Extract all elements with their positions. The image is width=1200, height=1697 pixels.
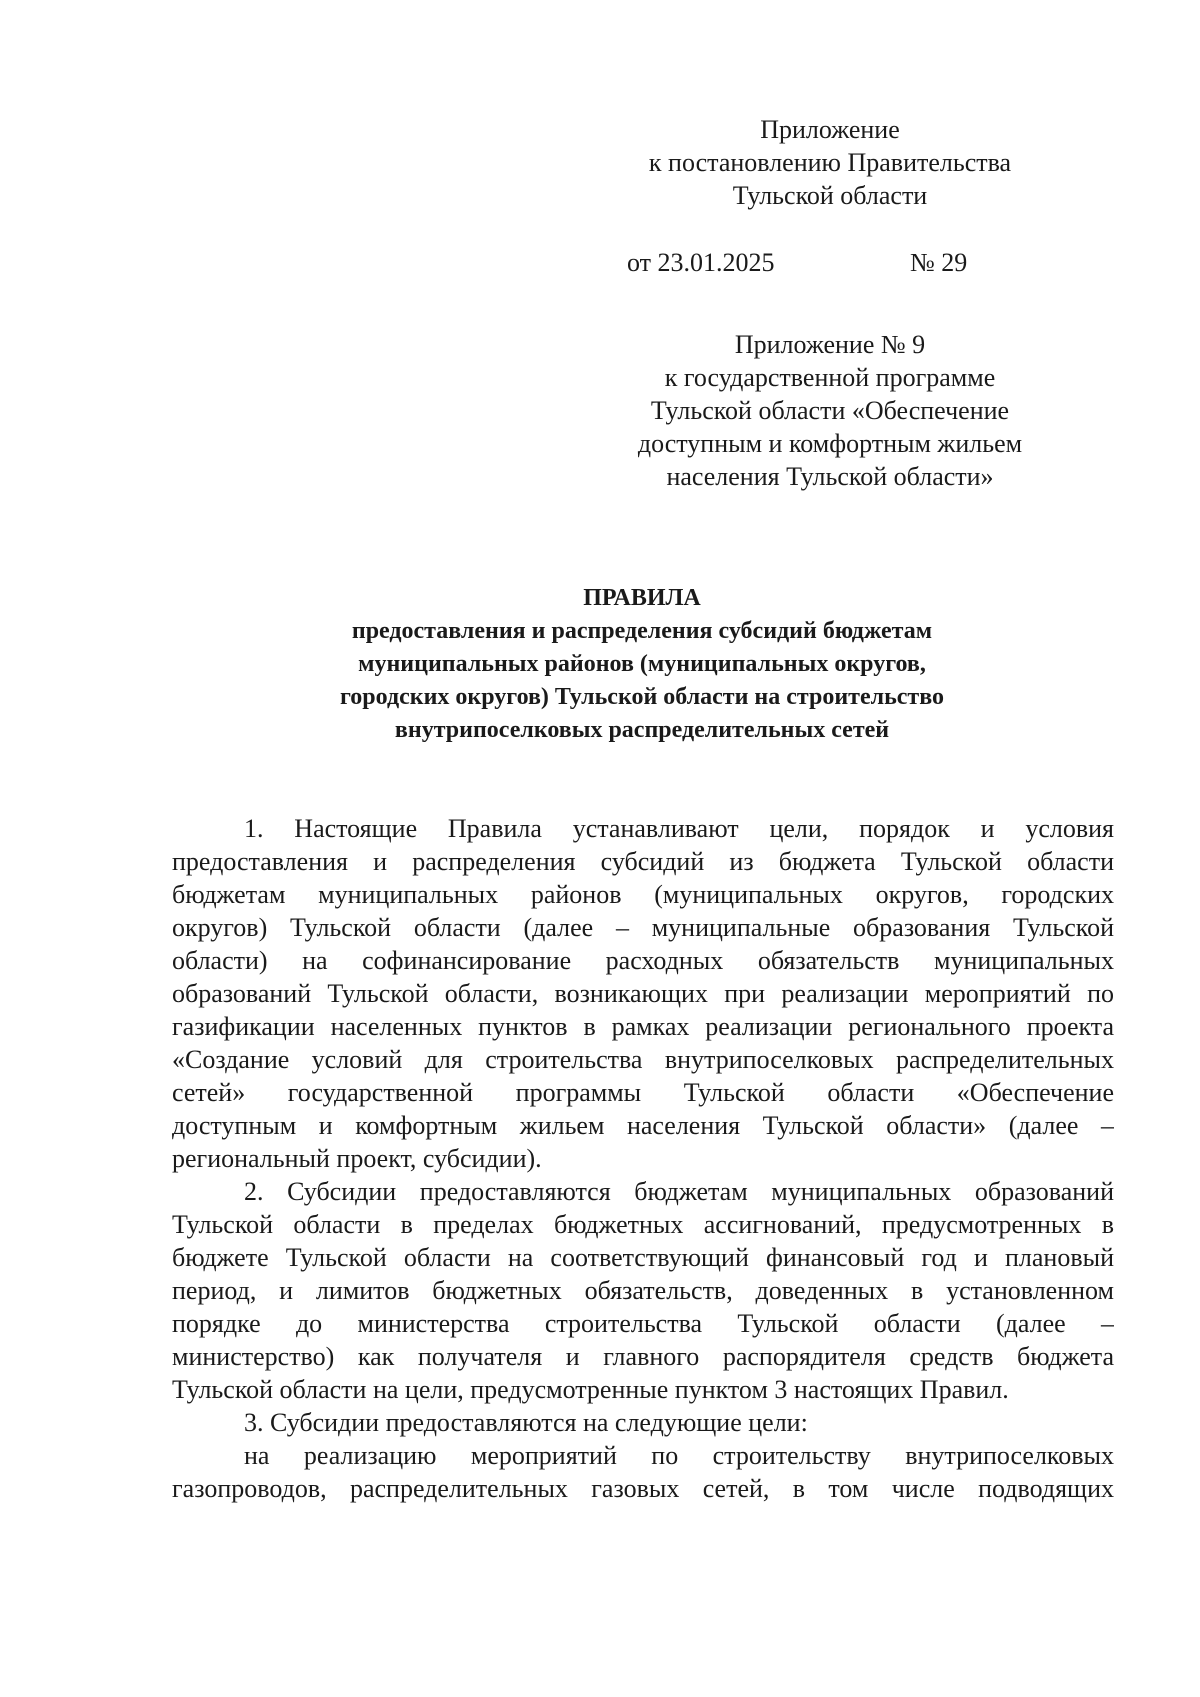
- document-body: [172, 812, 1114, 1505]
- paragraph-1-line: округов) Тульской области (далее – муниципальные образования Тульской: [172, 913, 1114, 942]
- paragraph-1-line: предоставления и распределения субсидий из бюджета Тульской области: [172, 847, 1114, 876]
- paragraph-2-line: министерство) как получателя и главного распорядителя средств бюджета: [172, 1342, 1114, 1371]
- appendix-to-resolution-header: [600, 113, 1060, 212]
- paragraph-2-line: 2. Субсидии предоставляются бюджетам муниципальных образований: [244, 1177, 1114, 1206]
- appendix-line: Тульской области: [732, 181, 928, 210]
- resolution-date-number-line: [627, 246, 1077, 279]
- paragraph-2-line: Тульской области на цели, предусмотренные пунктом 3 настоящих Правил.: [172, 1375, 1009, 1404]
- title-subtitle-line: муниципальных районов (муниципальных округов,: [358, 651, 926, 677]
- appendix-line: Приложение: [760, 115, 900, 144]
- paragraph-2-line: бюджете Тульской области на соответствующий финансовый год и плановый: [172, 1243, 1114, 1272]
- resolution-number: № 29: [910, 248, 968, 277]
- paragraph-1-line: области) на софинансирование расходных обязательств муниципальных: [172, 946, 1114, 975]
- paragraph-1-line: региональный проект, субсидии).: [172, 1144, 542, 1173]
- paragraph-3-line: 3. Субсидии предоставляются на следующие цели:: [244, 1408, 808, 1437]
- appendix-to-program-header: [600, 328, 1060, 493]
- paragraph-3-subitem-line: на реализацию мероприятий по строительству внутрипоселковых: [244, 1441, 1114, 1470]
- title-subtitle-line: внутрипоселковых распределительных сетей: [394, 717, 890, 743]
- paragraph-2-line: порядке до министерства строительства Тульской области (далее –: [172, 1309, 1114, 1338]
- appendix-line: к государственной программе: [664, 363, 996, 392]
- paragraph-1-line: газификации населенных пунктов в рамках реализации регионального проекта: [172, 1012, 1114, 1041]
- title-heading: ПРАВИЛА: [583, 585, 701, 611]
- title-subtitle-line: городских округов) Тульской области на строительство: [340, 684, 944, 710]
- title-subtitle-line: предоставления и распределения субсидий бюджетам: [351, 618, 933, 644]
- document-title: [172, 582, 1112, 747]
- paragraph-1-line: бюджетам муниципальных районов (муниципальных округов, городских: [172, 880, 1114, 909]
- paragraph-1-line: образований Тульской области, возникающих при реализации мероприятий по: [172, 979, 1114, 1008]
- appendix-line: доступным и комфортным жильем: [637, 429, 1023, 458]
- paragraph-3-subitem-line: газопроводов, распределительных газовых сетей, в том числе подводящих: [172, 1474, 1114, 1503]
- paragraph-1-line: «Создание условий для строительства внутрипоселковых распределительных: [172, 1045, 1114, 1074]
- resolution-date: от 23.01.2025: [627, 248, 775, 277]
- paragraph-1-line: 1. Настоящие Правила устанавливают цели, порядок и условия: [244, 814, 1114, 843]
- paragraph-2-line: период, и лимитов бюджетных обязательств, доведенных в установленном: [172, 1276, 1114, 1305]
- appendix-line: населения Тульской области»: [666, 462, 994, 491]
- appendix-line: Тульской области «Обеспечение: [650, 396, 1010, 425]
- paragraph-1-line: доступным и комфортным жильем населения Тульской области» (далее –: [172, 1111, 1114, 1140]
- appendix-line: Приложение № 9: [734, 330, 926, 359]
- paragraph-1-line: сетей» государственной программы Тульской области «Обеспечение: [172, 1078, 1114, 1107]
- appendix-line: к постановлению Правительства: [648, 148, 1012, 177]
- paragraph-2-line: Тульской области в пределах бюджетных ассигнований, предусмотренных в: [172, 1210, 1114, 1239]
